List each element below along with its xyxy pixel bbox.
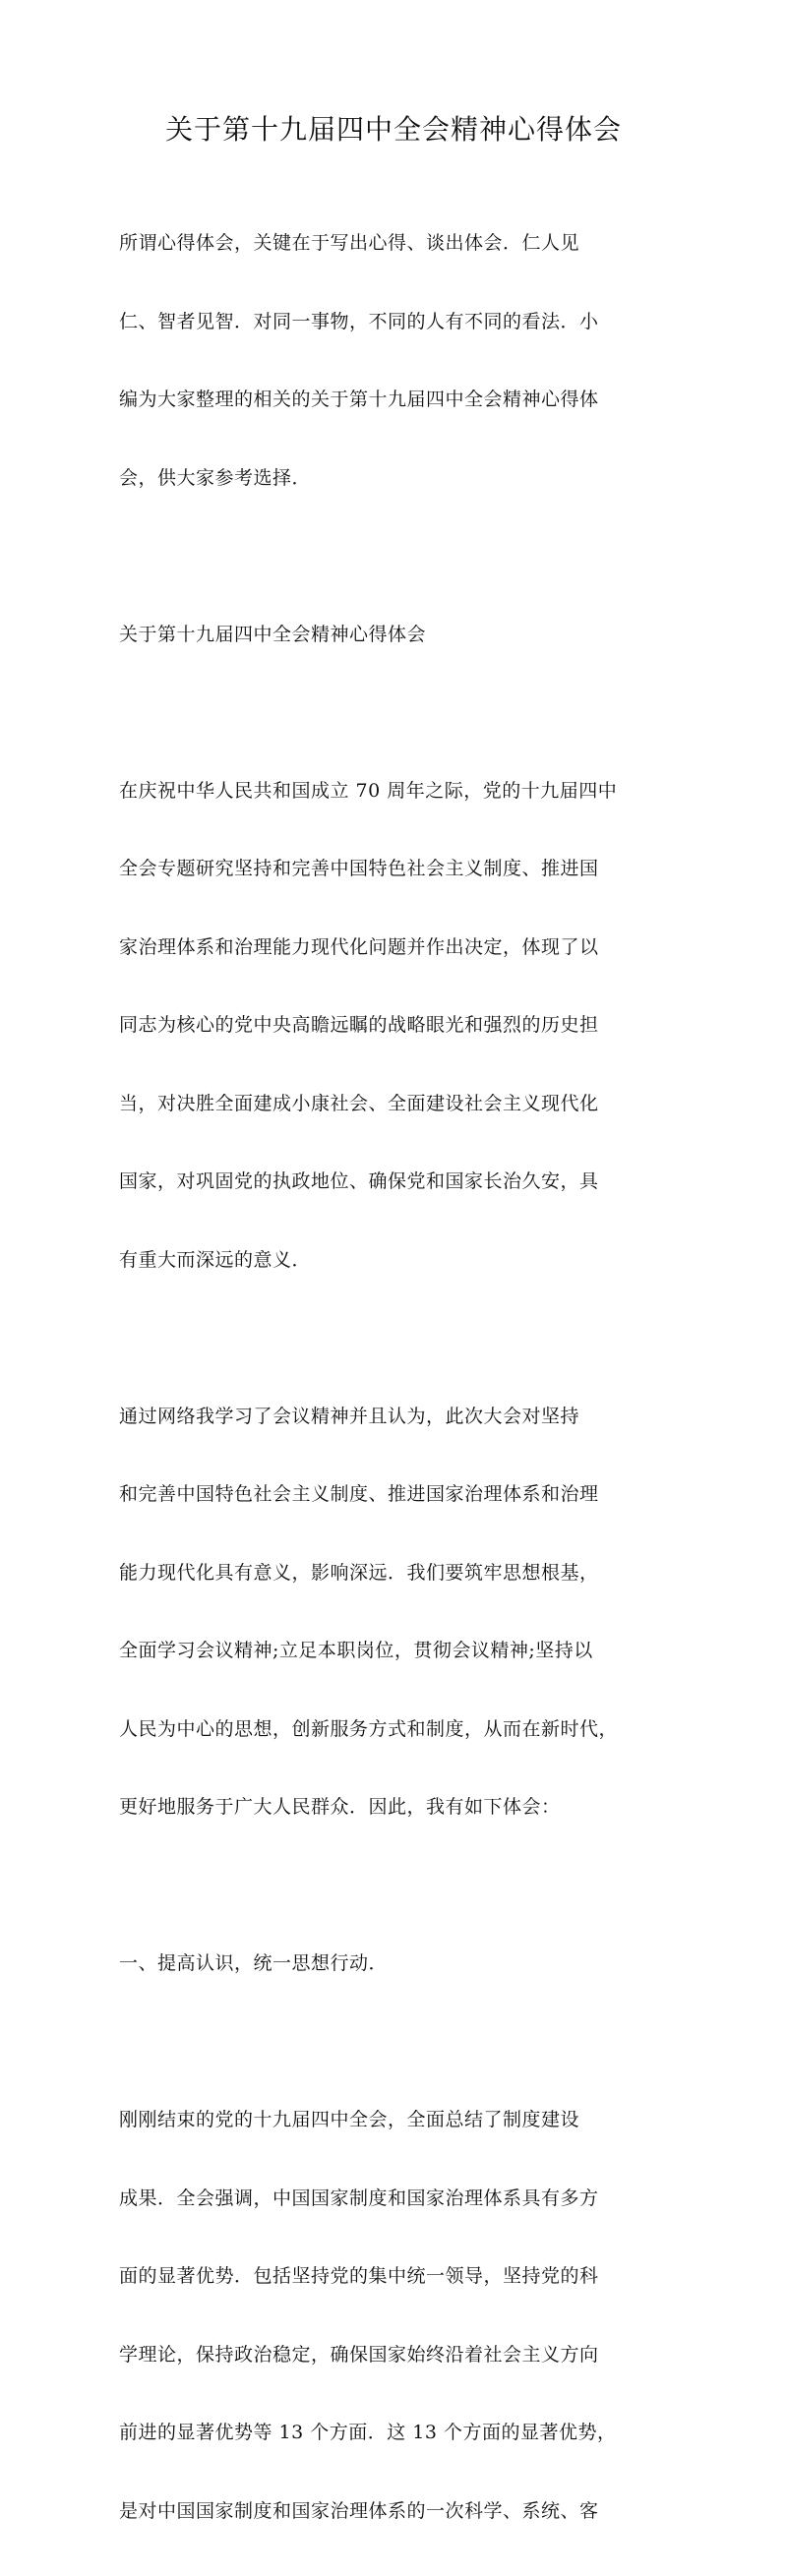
subtitle-paragraph bbox=[119, 569, 655, 700]
intro-line: 所谓心得体会，关键在于写出心得、谈出体会．仁人见 bbox=[119, 232, 580, 254]
intro-line: 会，供大家参考选择． bbox=[119, 466, 312, 489]
paragraph-1-line: 全会专题研究坚持和完善中国特色社会主义制度、推进国 bbox=[119, 858, 599, 879]
paragraph-1-line: 国家，对巩固党的执政地位、确保党和国家长治久安，具 bbox=[119, 1170, 599, 1192]
paragraph-1-line: 在庆祝中华人民共和国成立 70 周年之际，党的十九届四中 bbox=[119, 779, 618, 802]
paragraph-3-line: 学理论，保持政治稳定，确保国家始终沿着社会主义方向 bbox=[119, 2343, 599, 2366]
paragraph-1 bbox=[119, 726, 655, 1326]
intro-paragraph bbox=[119, 178, 655, 543]
paragraph-3-line: 成果．全会强调，中国国家制度和国家治理体系具有多方 bbox=[119, 2187, 599, 2209]
paragraph-3-line: 刚刚结束的党的十九届四中全会，全面总结了制度建设 bbox=[119, 2109, 580, 2130]
intro-line: 仁、智者见智．对同一事物，不同的人有不同的看法．小 bbox=[119, 310, 599, 332]
paragraph-2-line: 能力现代化具有意义，影响深远．我们要筑牢思想根基， bbox=[119, 1561, 599, 1584]
paragraph-2-line: 和完善中国特色社会主义制度、推进国家治理体系和治理 bbox=[119, 1483, 599, 1505]
subtitle-line: 关于第十九届四中全会精神心得体会 bbox=[119, 623, 427, 645]
paragraph-2-line: 更好地服务于广大人民群众．因此，我有如下体会： bbox=[119, 1796, 561, 1818]
document-title: 关于第十九届四中全会精神心得体会 bbox=[164, 113, 622, 146]
paragraph-gap bbox=[119, 1873, 655, 1899]
paragraph-1-line: 家治理体系和治理能力现代化问题并作出决定，体现了以 bbox=[119, 935, 599, 958]
paragraph-2 bbox=[119, 1351, 655, 1873]
paragraph-gap bbox=[119, 699, 655, 726]
paragraph-1-line: 当，对决胜全面建成小康社会、全面建设社会主义现代化 bbox=[119, 1092, 599, 1114]
paragraph-1-line: 同志为核心的党中央高瞻远瞩的战略眼光和强烈的历史担 bbox=[119, 1014, 599, 1036]
paragraph-3-line: 是对中国国家制度和国家治理体系的一次科学、系统、客 bbox=[119, 2499, 599, 2522]
paragraph-gap bbox=[119, 1325, 655, 1351]
paragraph-3-line: 前进的显著优势等 13 个方面．这 13 个方面的显著优势， bbox=[119, 2422, 617, 2443]
paragraph-gap bbox=[119, 543, 655, 569]
paragraph-2-line: 全面学习会议精神;立足本职岗位，贯彻会议精神;坚持以 bbox=[119, 1640, 593, 1661]
intro-line: 编为大家整理的相关的关于第十九届四中全会精神心得体 bbox=[119, 389, 599, 410]
section-heading-line: 一、提高认识，统一思想行动． bbox=[119, 1952, 389, 1974]
paragraph-2-line: 通过网络我学习了会议精神并且认为，此次大会对坚持 bbox=[119, 1405, 580, 1427]
paragraph-1-line: 有重大而深远的意义． bbox=[119, 1248, 312, 1271]
paragraph-2-line: 人民为中心的思想，创新服务方式和制度，从而在新时代， bbox=[119, 1717, 619, 1740]
paragraph-3-line: 面的显著优势．包括坚持党的集中统一领导，坚持党的科 bbox=[119, 2265, 599, 2287]
paragraph-3 bbox=[119, 2055, 655, 2576]
section-heading-1 bbox=[119, 1898, 655, 2029]
paragraph-gap bbox=[119, 2029, 655, 2056]
document-body bbox=[119, 178, 655, 2576]
